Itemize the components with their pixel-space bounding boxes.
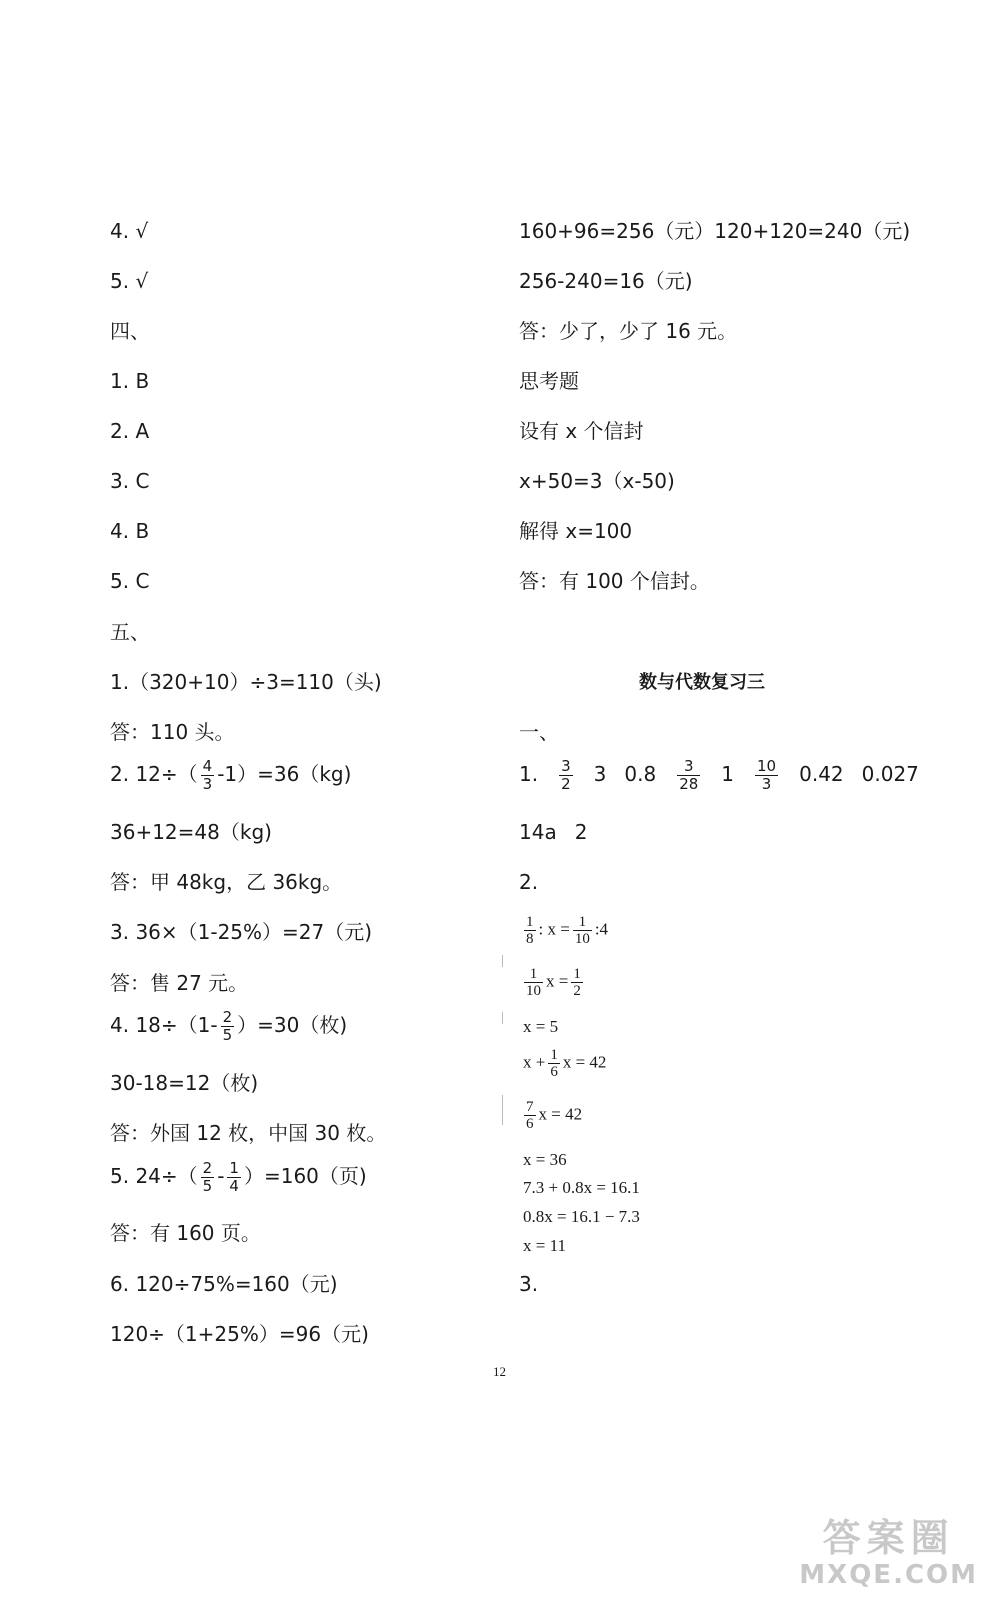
text-segment: ）=30（枚) (237, 1013, 348, 1037)
fraction (221, 1009, 235, 1044)
fraction-denominator: 3 (202, 775, 213, 793)
fraction-denominator: 6 (526, 1116, 534, 1132)
text-segment: x = 42 (562, 1052, 607, 1072)
text-segment: ）=160（页) (243, 1164, 367, 1188)
watermark-url: MXQE.COM (799, 1560, 978, 1590)
answer-line: 答：有 100 个信封。 (519, 569, 710, 593)
section-heading: 五、 (110, 620, 150, 644)
fraction-denominator: 28 (679, 775, 699, 793)
fraction-denominator: 10 (574, 931, 590, 947)
fraction-denominator: 2 (561, 775, 571, 793)
text-segment: - (217, 1164, 225, 1188)
answer-line: 6. 120÷75%=160（元) (110, 1272, 338, 1296)
answer-line: 160+96=256（元）120+120=240（元) (519, 219, 911, 243)
text-segment: 0.42 (799, 762, 844, 786)
answer-line: 答：售 27 元。 (110, 971, 249, 995)
fraction-numerator: 3 (677, 758, 700, 776)
answer-line: 答：少了，少了 16 元。 (519, 319, 738, 343)
answer-line: 设有 x 个信封 (519, 419, 644, 443)
equation-line: x = 5 (523, 1017, 559, 1036)
answer-line: 答：有 160 页。 (110, 1221, 261, 1245)
answer-line: 5. √ (110, 269, 149, 293)
answer-line (519, 758, 919, 793)
fraction-numerator: 2 (202, 1159, 213, 1177)
answer-line: 3. 36×（1-25%）=27（元) (110, 920, 373, 944)
fraction (227, 1160, 241, 1195)
fraction-numerator: 1 (524, 966, 543, 983)
fraction (677, 758, 700, 793)
fraction-numerator: 4 (202, 757, 213, 775)
text-segment: 0.8 (624, 762, 657, 786)
fraction-numerator: 1 (229, 1159, 239, 1177)
answer-line: x+50=3（x-50) (519, 469, 675, 493)
scan-mark (502, 1012, 503, 1024)
fraction-denominator: 6 (550, 1064, 558, 1080)
fraction (524, 1099, 536, 1132)
text-segment: 4. 18÷（1- (110, 1013, 218, 1037)
fraction (524, 914, 536, 947)
section-heading: 四、 (110, 319, 150, 343)
answer-line: 5. C (110, 569, 150, 593)
fraction-denominator: 10 (526, 983, 541, 999)
answer-line (110, 1009, 347, 1044)
fraction-denominator: 4 (229, 1177, 239, 1195)
answer-line: 2. A (110, 419, 150, 443)
answer-line: 答：甲 48kg，乙 36kg。 (110, 870, 343, 894)
answer-line: 1.（320+10）÷3=110（头) (110, 670, 382, 694)
answer-line: 1. B (110, 369, 150, 393)
section-heading: 思考题 (519, 369, 579, 393)
equation-line (523, 1047, 606, 1080)
answer-line: 256-240=16（元) (519, 269, 693, 293)
answer-line: 4. √ (110, 219, 149, 243)
text-segment: 1 (721, 762, 735, 786)
answer-line: 120÷（1+25%）=96（元) (110, 1322, 369, 1346)
equation-line (521, 1099, 582, 1132)
fraction (201, 1160, 215, 1195)
text-segment: 2. 12÷（ (110, 762, 198, 786)
fraction-numerator: 1 (573, 914, 592, 931)
text-segment: : x = (538, 919, 570, 939)
answer-line (110, 758, 351, 793)
answer-line (110, 1160, 367, 1195)
fraction (571, 966, 583, 999)
text-segment: 14a (519, 820, 557, 844)
equation-line: 0.8x = 16.1 − 7.3 (523, 1207, 640, 1226)
equation-line: x = 36 (523, 1150, 567, 1169)
fraction-numerator: 1 (550, 1047, 558, 1063)
fraction-numerator: 2 (222, 1008, 233, 1026)
fraction (201, 758, 215, 793)
fraction (755, 758, 778, 793)
watermark-text: 答案圈 (822, 1516, 955, 1560)
scan-mark (502, 955, 503, 967)
text-segment: x = (546, 971, 569, 991)
fraction (524, 966, 543, 999)
equation-line (521, 966, 586, 999)
equation-line (521, 914, 608, 947)
text-segment: x = 42 (538, 1104, 583, 1124)
text-segment: 1. (519, 762, 539, 786)
fraction-denominator: 3 (761, 775, 772, 793)
fraction-denominator: 5 (202, 1177, 213, 1195)
watermark-logo (799, 1516, 978, 1590)
answer-line: 4. B (110, 519, 150, 543)
answer-line: 2. (519, 870, 539, 894)
fraction-numerator: 10 (757, 757, 777, 775)
scan-mark (502, 1095, 503, 1125)
answer-line: 解得 x=100 (519, 519, 633, 543)
fraction-denominator: 5 (222, 1026, 233, 1044)
page-number: 12 (493, 1364, 506, 1379)
text-segment: -1）=36（kg) (217, 762, 352, 786)
answer-line: 答：110 头。 (110, 720, 235, 744)
fraction-numerator: 1 (573, 966, 581, 982)
answer-line: 答：外国 12 枚，中国 30 枚。 (110, 1121, 387, 1145)
section-title: 数与代数复习三 (639, 672, 765, 693)
answer-line (519, 819, 587, 845)
answer-line: 36+12=48（kg) (110, 820, 272, 844)
fraction (559, 758, 573, 793)
text-segment: 2 (574, 820, 588, 844)
section-heading: 一、 (519, 720, 559, 744)
equation-line: x = 11 (523, 1236, 566, 1255)
answer-line: 30-18=12（枚) (110, 1071, 259, 1095)
fraction (573, 914, 592, 947)
fraction-numerator: 3 (561, 757, 571, 775)
text-segment: 3 (593, 762, 607, 786)
fraction-numerator: 1 (526, 914, 534, 930)
text-segment: x + (523, 1052, 546, 1072)
fraction-denominator: 8 (526, 931, 534, 947)
answer-line: 3. C (110, 469, 150, 493)
equation-line: 7.3 + 0.8x = 16.1 (523, 1178, 640, 1197)
fraction-numerator: 7 (526, 1099, 534, 1115)
text-segment: :4 (594, 919, 609, 939)
answer-line: 3. (519, 1272, 539, 1296)
text-segment: 5. 24÷（ (110, 1164, 198, 1188)
fraction (548, 1047, 560, 1080)
fraction-denominator: 2 (573, 983, 581, 999)
text-segment: 0.027 (861, 762, 919, 786)
